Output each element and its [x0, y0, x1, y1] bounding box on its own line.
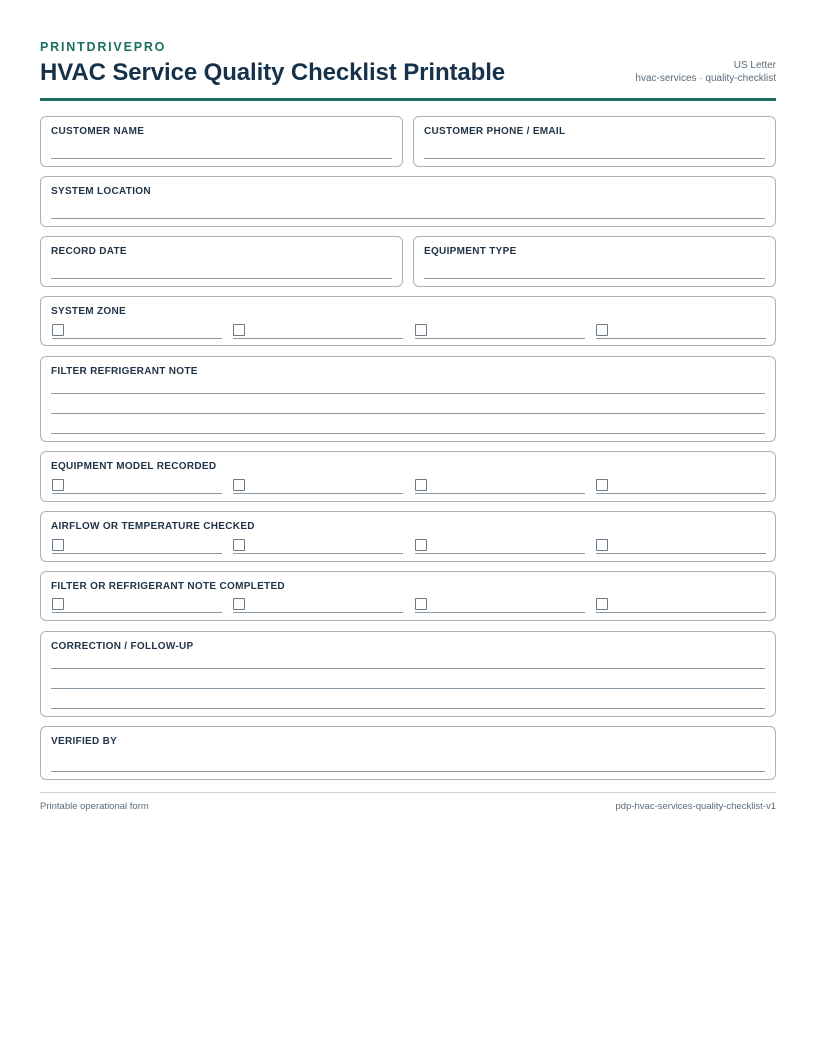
customer-contact-input-line[interactable]	[424, 158, 765, 159]
filter-refrigerant-completed-field	[40, 571, 776, 621]
page-title: HVAC Service Quality Checklist Printable	[40, 59, 506, 86]
equipment-model-option-1	[52, 479, 222, 493]
checkbox[interactable]	[52, 324, 64, 336]
system-location-field	[40, 176, 776, 227]
system-zone-option-3	[415, 324, 585, 338]
equipment-model-recorded-field	[40, 451, 776, 502]
checkbox[interactable]	[415, 324, 427, 336]
record-date-input-line[interactable]	[51, 278, 392, 279]
checkbox[interactable]	[415, 479, 427, 491]
equipment-model-option-2	[233, 479, 403, 493]
checkbox[interactable]	[233, 324, 245, 336]
note-line-3[interactable]	[51, 433, 765, 434]
checkbox[interactable]	[233, 539, 245, 551]
checkbox[interactable]	[233, 479, 245, 491]
equipment-model-recorded-label: EQUIPMENT MODEL RECORDED	[51, 461, 217, 472]
checkbox[interactable]	[596, 598, 608, 610]
correction-line-2[interactable]	[51, 688, 765, 689]
filter-completed-option-2	[233, 598, 403, 612]
customer-name-label: CUSTOMER NAME	[51, 126, 145, 137]
checkbox[interactable]	[233, 598, 245, 610]
airflow-option-4	[596, 539, 766, 553]
correction-follow-up-label: CORRECTION / FOLLOW-UP	[51, 641, 194, 652]
system-zone-label: SYSTEM ZONE	[51, 306, 126, 317]
airflow-temperature-checked-label: AIRFLOW OR TEMPERATURE CHECKED	[51, 521, 255, 532]
page-meta	[635, 59, 776, 85]
equipment-model-option-4	[596, 479, 766, 493]
customer-name-input-line[interactable]	[51, 158, 392, 159]
checkbox[interactable]	[415, 539, 427, 551]
system-location-label: SYSTEM LOCATION	[51, 186, 151, 197]
record-date-label: RECORD DATE	[51, 246, 127, 257]
filter-completed-option-4	[596, 598, 766, 612]
system-zone-field	[40, 296, 776, 346]
checkbox[interactable]	[52, 479, 64, 491]
customer-contact-label: CUSTOMER PHONE / EMAIL	[424, 126, 566, 137]
form-tags: hvac-services · quality-checklist	[635, 73, 776, 84]
checkbox[interactable]	[52, 598, 64, 610]
system-zone-option-2	[233, 324, 403, 338]
airflow-temperature-checked-field	[40, 511, 776, 562]
equipment-type-input-line[interactable]	[424, 278, 765, 279]
correction-follow-up-field	[40, 631, 776, 717]
system-zone-option-4	[596, 324, 766, 338]
filter-refrigerant-note-field	[40, 356, 776, 442]
airflow-option-2	[233, 539, 403, 553]
checkbox[interactable]	[596, 479, 608, 491]
system-zone-option-1	[52, 324, 222, 338]
equipment-type-label: EQUIPMENT TYPE	[424, 246, 517, 257]
equipment-model-option-3	[415, 479, 585, 493]
filter-refrigerant-completed-label: FILTER OR REFRIGERANT NOTE COMPLETED	[51, 581, 285, 592]
note-line-1[interactable]	[51, 393, 765, 394]
footer-description: Printable operational form	[40, 801, 149, 812]
equipment-type-field	[413, 236, 776, 287]
system-location-input-line[interactable]	[51, 218, 765, 219]
correction-line-1[interactable]	[51, 668, 765, 669]
filter-completed-option-3	[415, 598, 585, 612]
checkbox[interactable]	[596, 539, 608, 551]
record-date-field	[40, 236, 403, 287]
checkbox[interactable]	[415, 598, 427, 610]
checkbox[interactable]	[596, 324, 608, 336]
paper-size: US Letter	[733, 60, 776, 71]
verified-by-label: VERIFIED BY	[51, 736, 118, 747]
airflow-option-3	[415, 539, 585, 553]
verified-by-signature-line[interactable]	[51, 771, 765, 772]
customer-contact-field	[413, 116, 776, 167]
customer-name-field	[40, 116, 403, 167]
note-line-2[interactable]	[51, 413, 765, 414]
airflow-option-1	[52, 539, 222, 553]
page-header	[40, 40, 776, 101]
correction-line-3[interactable]	[51, 708, 765, 709]
filter-refrigerant-note-label: FILTER REFRIGERANT NOTE	[51, 366, 198, 377]
footer-form-id: pdp-hvac-services-quality-checklist-v1	[615, 801, 776, 812]
checkbox[interactable]	[52, 539, 64, 551]
verified-by-field	[40, 726, 776, 780]
filter-completed-option-1	[52, 598, 222, 612]
page-footer	[40, 792, 776, 812]
brand-logo-text: PRINTDRIVEPRO	[40, 40, 167, 54]
